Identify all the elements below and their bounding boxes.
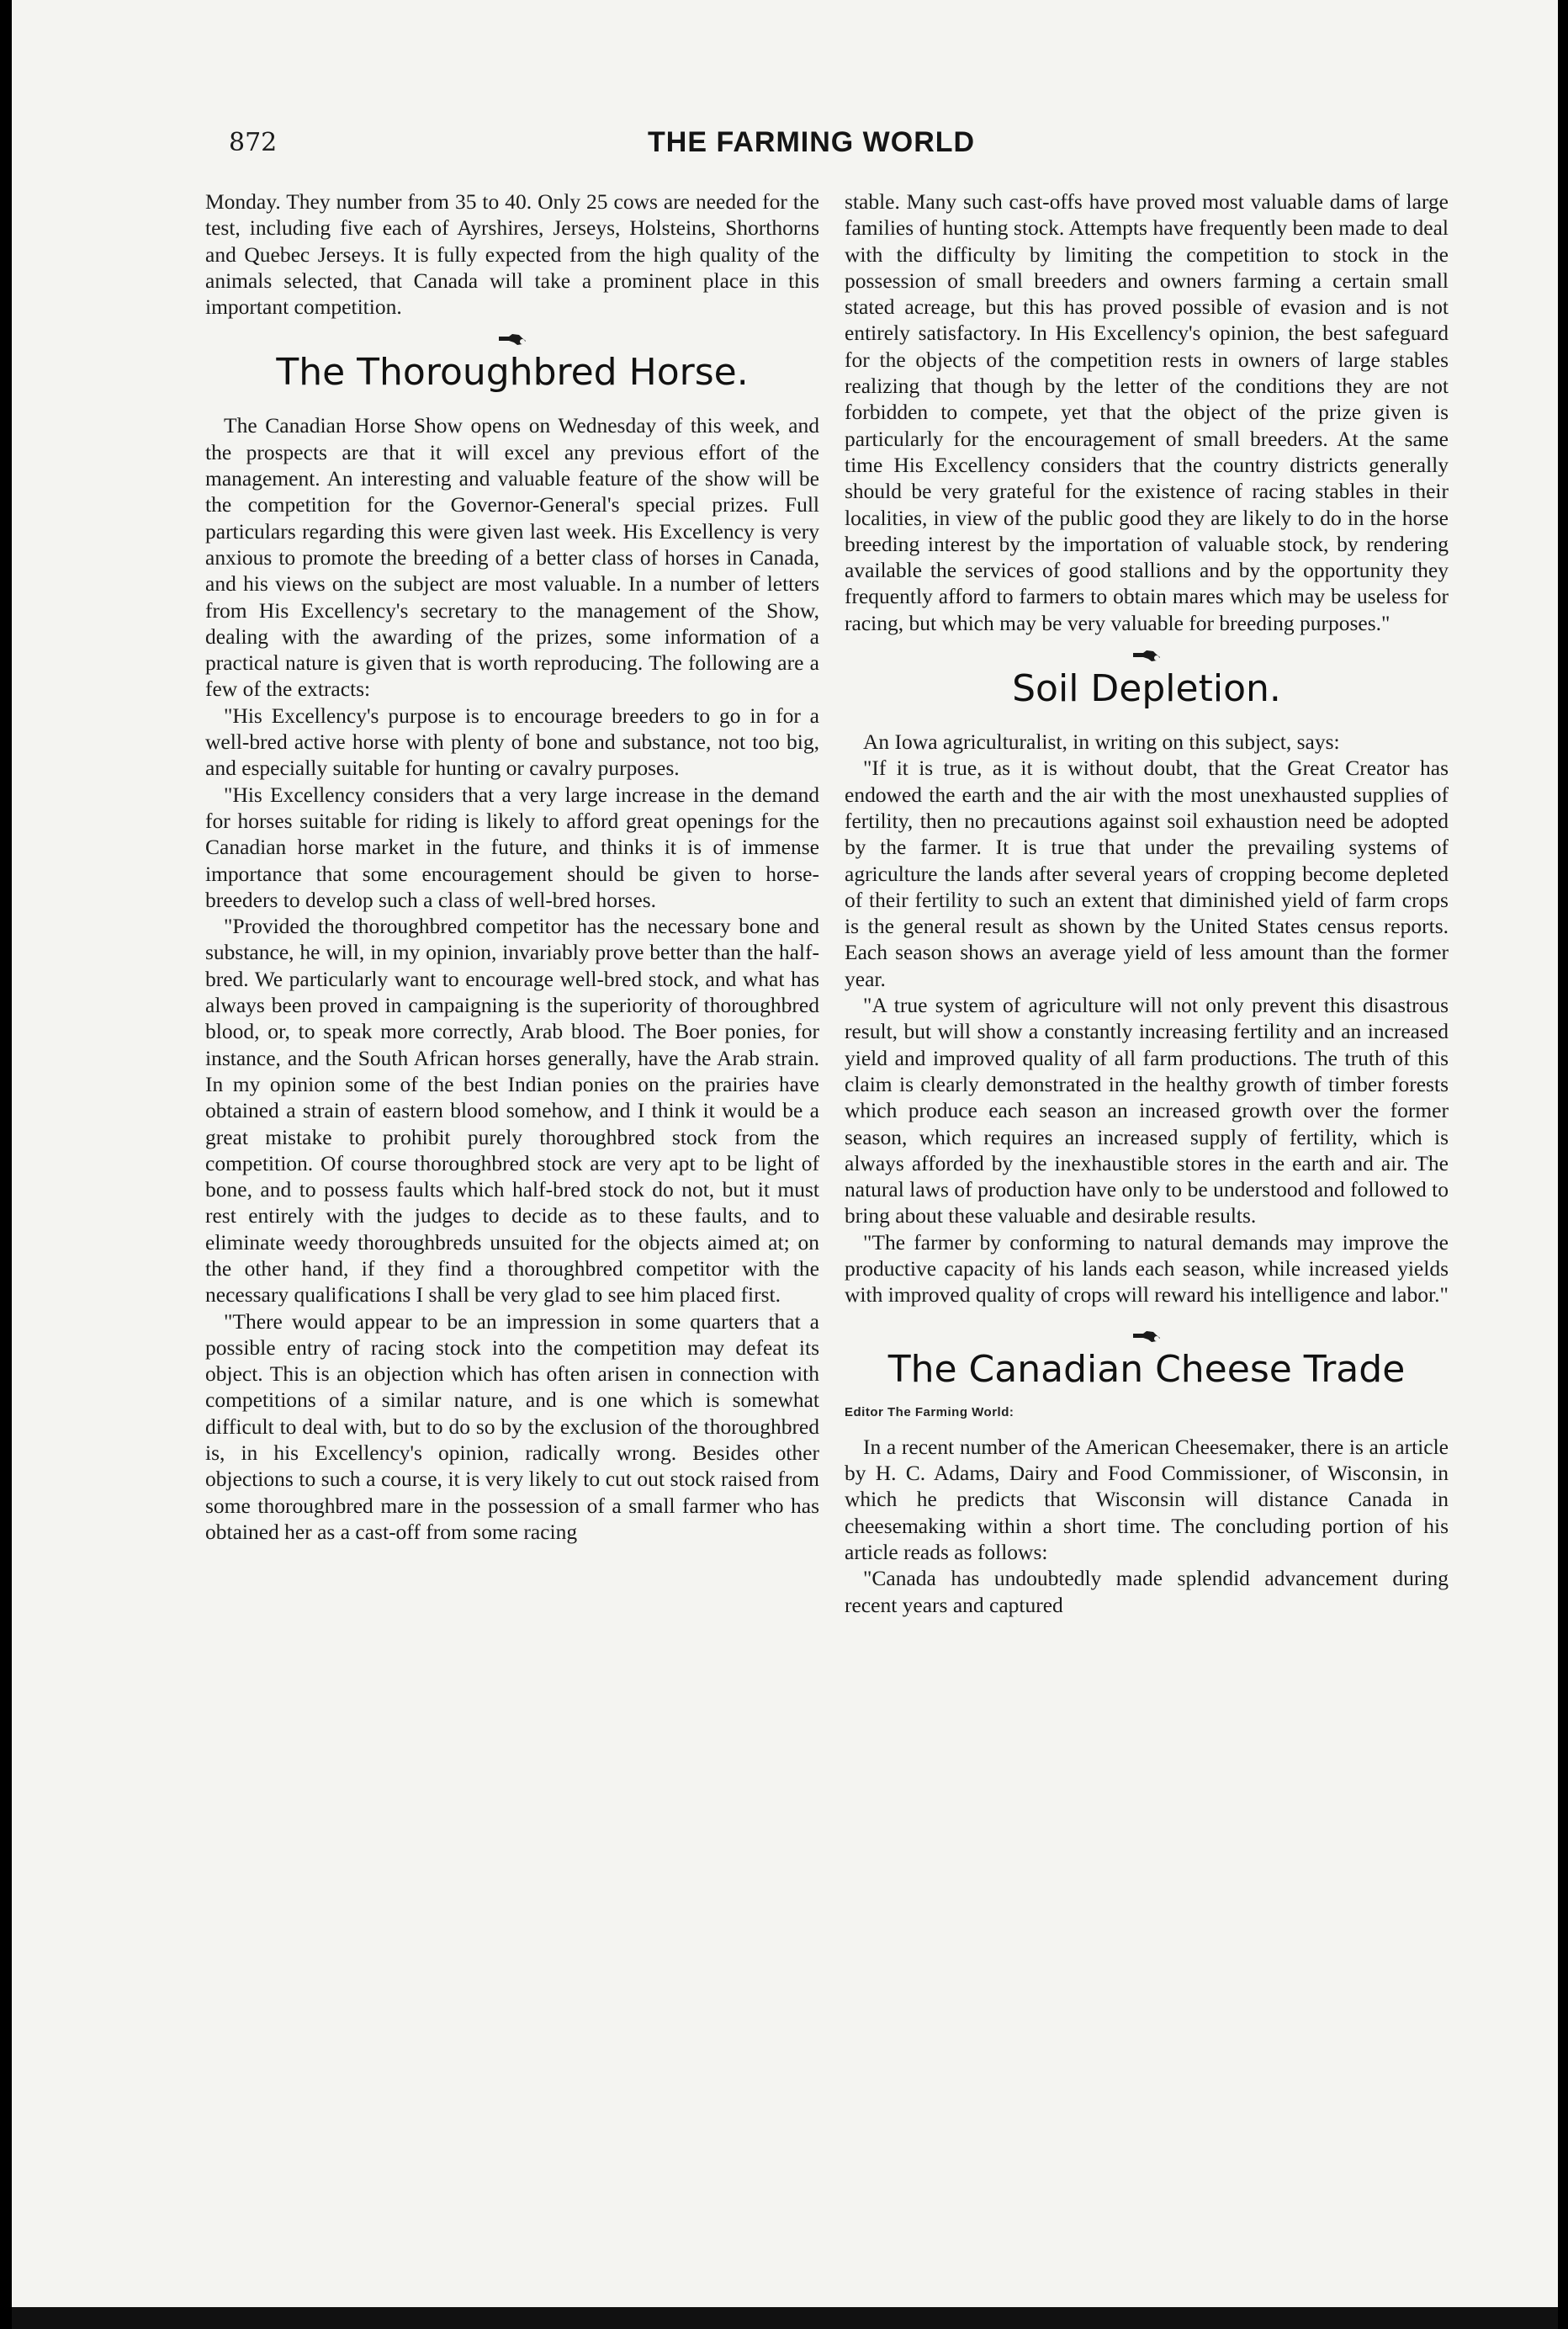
hand-ornament-icon <box>497 330 527 348</box>
article-byline: Editor The Farming World: <box>845 1404 1014 1419</box>
scan-bottom-edge <box>12 2307 1558 2329</box>
article-paragraph: "A true system of agriculture will not only prevent this disastrous result, but will show a constantly increasing fertility and an increased yield and improved quality of all farm productions. The truth of this claim is clearly demonstrated in the healthy growth of timber forests which produce each season an increased growth over the former season, which requires an increased supply of fertility, which is always afforded by the inexhaustible stores in the earth and air. The natural laws of production have only to be understood and followed to bring about these valuable and desirable results. <box>845 993 1449 1228</box>
article-title-soil-depletion: Soil Depletion. <box>1012 667 1281 711</box>
continued-paragraph: stable. Many such cast-offs have proved most valuable dams of large families of hunting stock. Attempts have frequently been made to deal with the difficulty by limiting the competition to stock in the possession of small breeders and owners farming a certain small stated acreage, but this has proved possible of evasion and is not entirely satisfactory. In His Excellency's opinion, the best safeguard for the objects of the competition rests in owners of large stables realizing that though by the letter of the conditions they are not forbidden to compete, yet that the object of the prize given is particularly for the encouragement of small breeders. At the same time His Excellency considers that the country districts generally should be very grateful for the existence of racing stables in their localities, in view of the public good they are likely to do in the horse breeding interest by the importation of valuable stock, by rendering available the services of good stallions and by the opportunity they frequently afford to farmers to obtain mares which may be useless for racing, but which may be very valuable for breeding purposes." <box>845 189 1449 635</box>
article-paragraph: An Iowa agriculturalist, in writing on this subject, says: <box>863 729 1340 755</box>
continued-paragraph: Monday. They number from 35 to 40. Only 25 cows are needed for the test, including five each of Ayrshires, Jerseys, Holsteins, Shorthorns and Quebec Jerseys. It is fully expected from the high quality of the animals selected, that Canada will take a prominent place in this important competition. <box>205 189 819 320</box>
article-paragraph: "There would appear to be an impression in some quarters that a possible entry of racing stock into the competition may defeat its object. This is an objection which has often arisen in connection with competitions of a similar nature, and is one which is somewhat difficult to deal with, but to do so by the exclusion of the thoroughbred is, in his Excellency's opinion, radically wrong. Besides other objections to such a course, it is very likely to cut out stock raised from some thoroughbred mare in the possession of a small farmer who has obtained her as a cast-off from some racing <box>205 1308 819 1544</box>
article-paragraph: "The farmer by conforming to natural demands may improve the productive capacity of his lands each season, while increased yields with improved quality of crops will reward his intelligence and labor." <box>845 1229 1449 1308</box>
article-paragraph: The Canadian Horse Show opens on Wednesday of this week, and the prospects are that it will excel any previous effort of the management. An interesting and valuable feature of the show will be the competition for the Governor-General's special prizes. Full particulars regarding this were given last week. His Excellency is very anxious to promote the breeding of a better class of horses in Canada, and his views on the subject are most valuable. In a number of letters from His Excellency's secretary to the management of the Show, dealing with the awarding of the prizes, some information of a practical nature is given that is worth reproducing. The following are a few of the extracts: <box>205 413 819 702</box>
newspaper-page <box>12 0 1558 2329</box>
article-paragraph: "His Excellency's purpose is to encourage breeders to go in for a well-bred active horse with plenty of bone and substance, not too big, and especially suitable for hunting or cavalry purposes. <box>205 703 819 781</box>
hand-ornament-icon <box>1131 646 1162 665</box>
right-column <box>845 188 1449 1618</box>
article-paragraph: "His Excellency considers that a very large increase in the demand for horses suitable for riding is likely to afford great openings for the Canadian horse market in the future, and thinks it is of immense importance that some encouragement should be given to horse-breeders to develop such a class of well-bred horses. <box>205 782 819 912</box>
article-paragraph: "If it is true, as it is without doubt, that the Great Creator has endowed the earth and the air with the most unexhausted supplies of fertility, then no precautions against soil exhaustion need be adopted by the farmer. It is true that under the prevailing systems of agriculture the lands after several years of cropping become depleted of their fertility to such an extent that diminished yield of farm crops is the general result as shown by the United States census reports. Each season shows an average yield of less amount than the former year. <box>845 756 1449 991</box>
article-paragraph: "Provided the thoroughbred competitor has the necessary bone and substance, he will, in my opinion, invariably prove better than the half-bred. We particularly want to encourage well-bred stock, and what has always been proved in campaigning is the superiority of thoroughbred blood, or, to speak more correctly, Arab blood. The Boer ponies, for instance, and the South African horses generally, have the Arab strain. In my opinion some of the best Indian ponies on the prairies have obtained a strain of eastern blood somehow, and I think it would be a great mistake to prohibit purely thoroughbred stock from the competition. Of course thoroughbred stock are very apt to be light of bone, and to possess faults which half-bred stock do not, but it must rest entirely with the judges to decide as to these faults, and to eliminate weedy thoroughbreds unsuited for the objects aimed at; on the other hand, if they find a thoroughbred competitor with the necessary qualifications I shall be very glad to see him placed first. <box>205 914 819 1308</box>
article-title-cheese-trade: The Canadian Cheese Trade <box>887 1347 1406 1391</box>
left-column <box>205 188 819 1545</box>
article-paragraph: In a recent number of the American Cheesemaker, there is an article by H. C. Adams, Dairy and Food Commissioner, of Wisconsin, in which he predicts that Wisconsin will distance Canada in cheesemaking within a short time. The concluding portion of his article reads as follows: <box>845 1434 1449 1565</box>
page-number: 872 <box>229 128 278 157</box>
hand-ornament-icon <box>1131 1327 1162 1345</box>
article-paragraph: "Canada has undoubtedly made splendid advancement during recent years and captured <box>845 1566 1449 1617</box>
running-title: THE FARMING WORLD <box>648 126 976 158</box>
article-title-thoroughbred: The Thoroughbred Horse. <box>276 351 749 395</box>
page-header <box>12 125 1558 167</box>
